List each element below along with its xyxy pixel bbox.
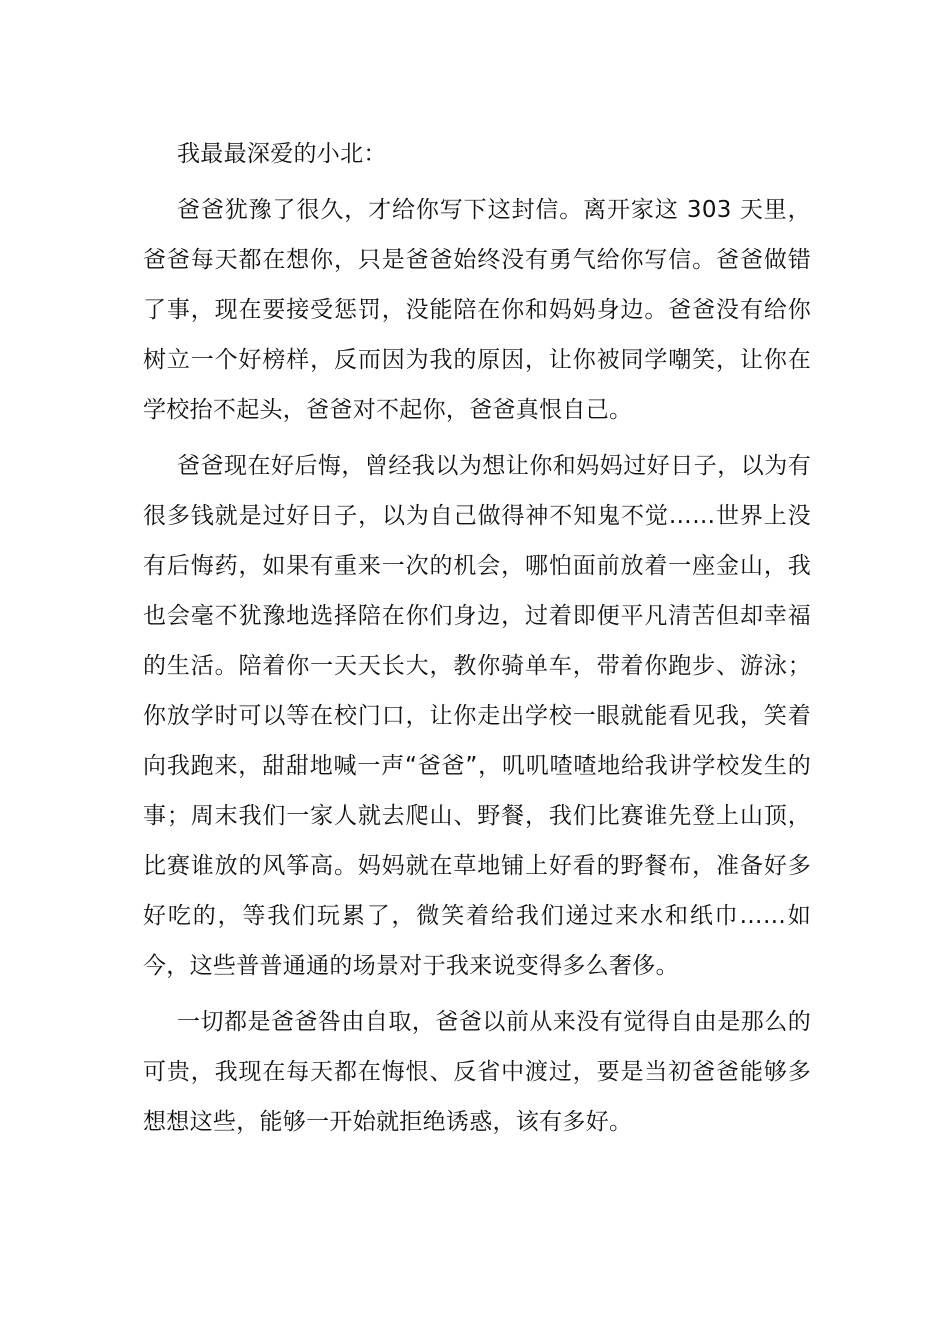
letter-salutation: 我最最深爱的小北： (177, 141, 387, 167)
letter-body (143, 129, 811, 1153)
letter-paragraph-2: 爸爸现在好后悔，曾经我以为想让你和妈妈过好日子，以为有很多钱就是过好日子，以为自己做得神不知鬼不觉……世界上没有后悔药，如果有重来一次的机会，哪怕面前放着一座金山，我也会毫不犹豫地选择陪在你们身边，过着即便平凡清苦但却幸福的生活。陪着你一天天长大，教你骑单车，带着你跑步、游泳；你放学时可以等在校门口，让你走出学校一眼就能看见我，笑着向我跑来，甜甜地喊一声“爸爸”，叽叽喳喳地给我讲学校发生的事；周末我们一家人就去爬山、野餐，我们比赛谁先登上山顶，比赛谁放的风筝高。妈妈就在草地铺上好看的野餐布，准备好多好吃的，等我们玩累了，微笑着给我们递过来水和纸巾……如今，这些普普通通的场景对于我来说变得多么奢侈。 (143, 453, 811, 979)
letter-paragraph-3: 一切都是爸爸咎由自取，爸爸以前从来没有觉得自由是那么的可贵，我现在每天都在悔恨、反省中渡过，要是当初爸爸能够多想想这些，能够一开始就拒绝诱惑，该有多好。 (143, 1009, 811, 1135)
letter-paragraph-1: 爸爸犹豫了很久，才给你写下这封信。离开家这 303 天里，爸爸每天都在想你，只是爸爸始终没有勇气给你写信。爸爸做错了事，现在要接受惩罚，没能陪在你和妈妈身边。爸爸没有给你树立一个好榜样，反而因为我的原因，让你被同学嘲笑，让你在学校抬不起头，爸爸对不起你，爸爸真恨自己。 (143, 197, 811, 423)
